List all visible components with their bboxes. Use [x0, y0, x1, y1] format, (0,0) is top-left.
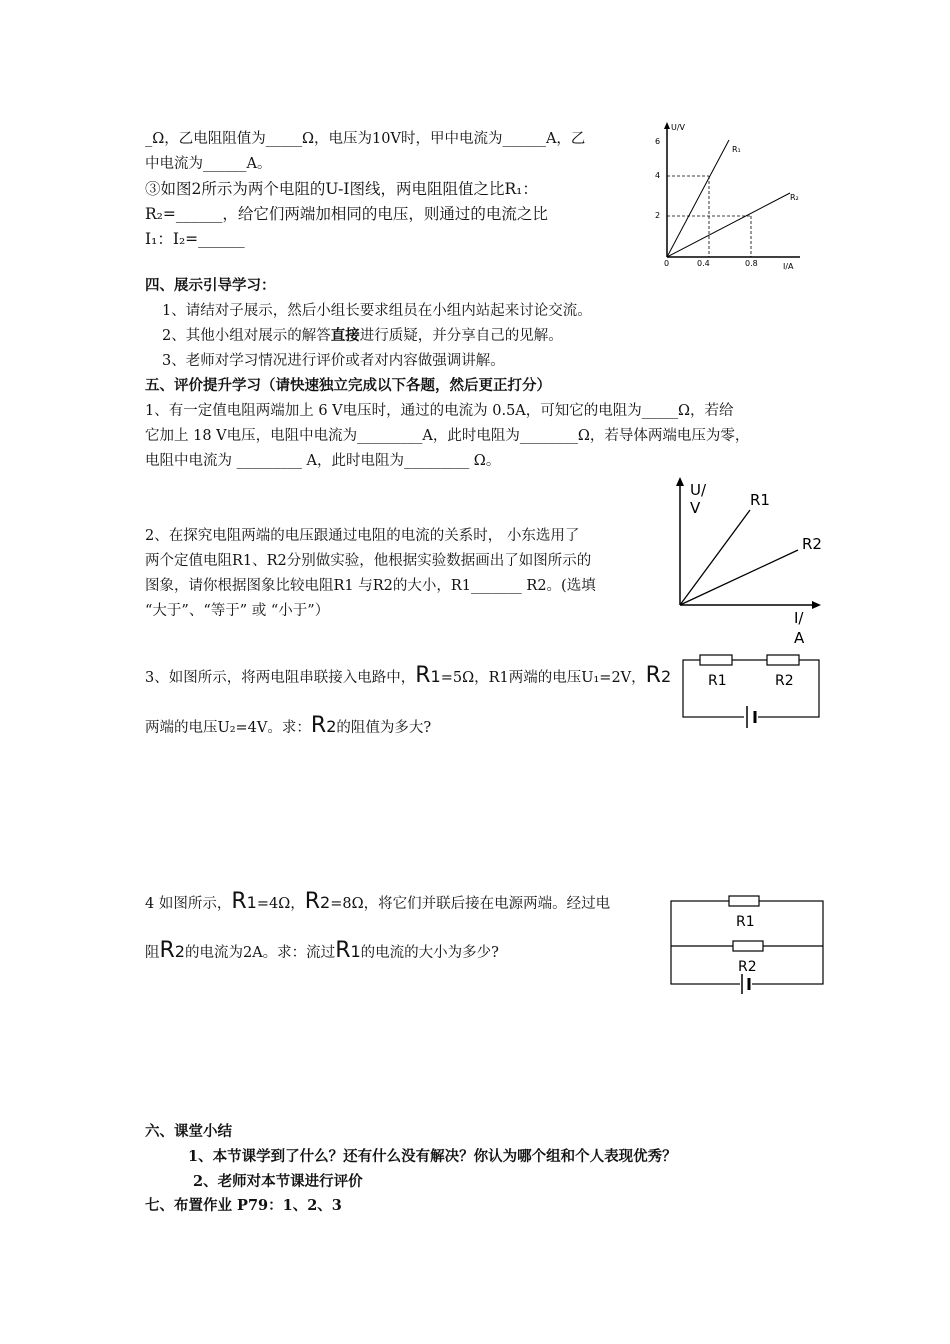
ui-graph-2 [670, 475, 830, 650]
section-6-title: 六、课堂小结 [145, 1123, 232, 1140]
r2-label: R₂ [790, 193, 799, 202]
r1-label: R1 [708, 673, 727, 689]
fill-blank-line-2: 中电流为______A。 [145, 156, 272, 172]
question-3-line-1: 3、如图所示，将两电阻串联接入电路中，R1=5Ω，R1两端的电压U₁=2V，R2 [145, 663, 672, 688]
resistor-r2 [733, 941, 763, 951]
x-tick-0: 0 [664, 259, 670, 268]
r2-label: R2 [802, 535, 822, 553]
resistor-r1 [729, 896, 759, 906]
r1-label: R₁ [732, 145, 741, 154]
question-1-line-3: 电阻中电流为 _________ A，此时电阻为_________ Ω。 [145, 453, 501, 469]
resistor-r2 [767, 655, 799, 665]
fill-blank-line-3: ③如图2所示为两个电阻的U-I图线，两电阻阻值之比R₁： [145, 180, 538, 198]
parallel-circuit [668, 893, 828, 988]
r2-label: R2 [775, 673, 794, 689]
section-4-title: 四、展示引导学习： [145, 277, 276, 294]
question-1-line-1: 1、有一定值电阻两端加上 6 V电压时，通过的电流为 0.5A，可知它的电阻为_____Ω，若给 [145, 403, 734, 419]
fill-blank-line-5: I₁：I₂=______ [145, 230, 245, 248]
section-6-item-2: 2、老师对本节课进行评价 [193, 1173, 363, 1190]
section-4-item-3: 3、老师对学习情况进行评价或者对内容做强调讲解。 [162, 353, 505, 369]
ui-graph-1 [650, 120, 810, 275]
section-5-title: 五、评价提升学习（请快速独立完成以下各题，然后更正打分） [145, 377, 551, 394]
fill-blank-line-4: R₂=______，给它们两端加相同的电压，则通过的电流之比 [145, 205, 548, 223]
question-3-line-2: 两端的电压U₂=4V。求：R2的阻值为多大? [145, 713, 432, 738]
question-2-line-2: 两个定值电阻R1、R2分别做实验，他根据实验数据画出了如图所示的 [145, 553, 592, 569]
section-7-title: 七、布置作业 P79：1、2、3 [145, 1197, 342, 1214]
y-axis-label: U/V [671, 123, 686, 132]
question-4-line-2: 阻R2的电流为2A。求：流过R1的电流的大小为多少? [145, 938, 499, 963]
y-tick-4: 4 [655, 171, 661, 180]
y-tick-6: 6 [655, 137, 661, 146]
section-4-item-2: 2、其他小组对展示的解答直接进行质疑，并分享自己的见解。 [162, 327, 563, 344]
question-1-line-2: 它加上 18 V电压，电阻中电流为_________A，此时电阻为________Ω，若导体两端电压为零， [145, 428, 750, 444]
y-tick-2: 2 [655, 211, 661, 220]
x-tick-0-4: 0.4 [697, 259, 710, 268]
section-6-item-1: 1、本节课学到了什么？还有什么没有解决？你认为哪个组和个人表现优秀？ [188, 1148, 677, 1165]
r1-label: R1 [736, 914, 755, 930]
r1-label: R1 [750, 491, 770, 509]
question-4-line-1: 4 如图所示，R1=4Ω，R2=8Ω，将它们并联后接在电源两端。经过电 [145, 889, 611, 914]
line-r2 [667, 193, 790, 257]
line-r1 [667, 140, 729, 257]
section-4-item-1: 1、请结对子展示，然后小组长要求组员在小组内站起来讨论交流。 [162, 303, 592, 319]
question-2-line-3: 图象，请你根据图象比较电阻R1 与R2的大小，R1_______ R2。(选填 [145, 578, 596, 594]
y-axis-label-bottom: V [690, 499, 701, 517]
y-axis-label-top: U/ [690, 481, 707, 499]
x-tick-0-8: 0.8 [745, 259, 758, 268]
resistor-r1 [700, 655, 732, 665]
fill-blank-line-1: _Ω，乙电阻阻值为_____Ω，电压为10V时，甲中电流为______A，乙 [145, 131, 586, 147]
line-r1 [680, 510, 750, 605]
series-circuit [680, 652, 825, 732]
r2-label: R2 [738, 959, 757, 975]
question-2-line-4: “大于”、“等于” 或 “小于”） [145, 603, 330, 619]
x-axis-label: I/A [783, 262, 794, 271]
x-axis-label-bottom: A [794, 629, 805, 647]
x-axis-label-top: I/ [794, 609, 804, 627]
line-r2 [680, 550, 798, 605]
question-2-line-1: 2、在探究电阻两端的电压跟通过电阻的电流的关系时， 小东选用了 [145, 528, 580, 544]
